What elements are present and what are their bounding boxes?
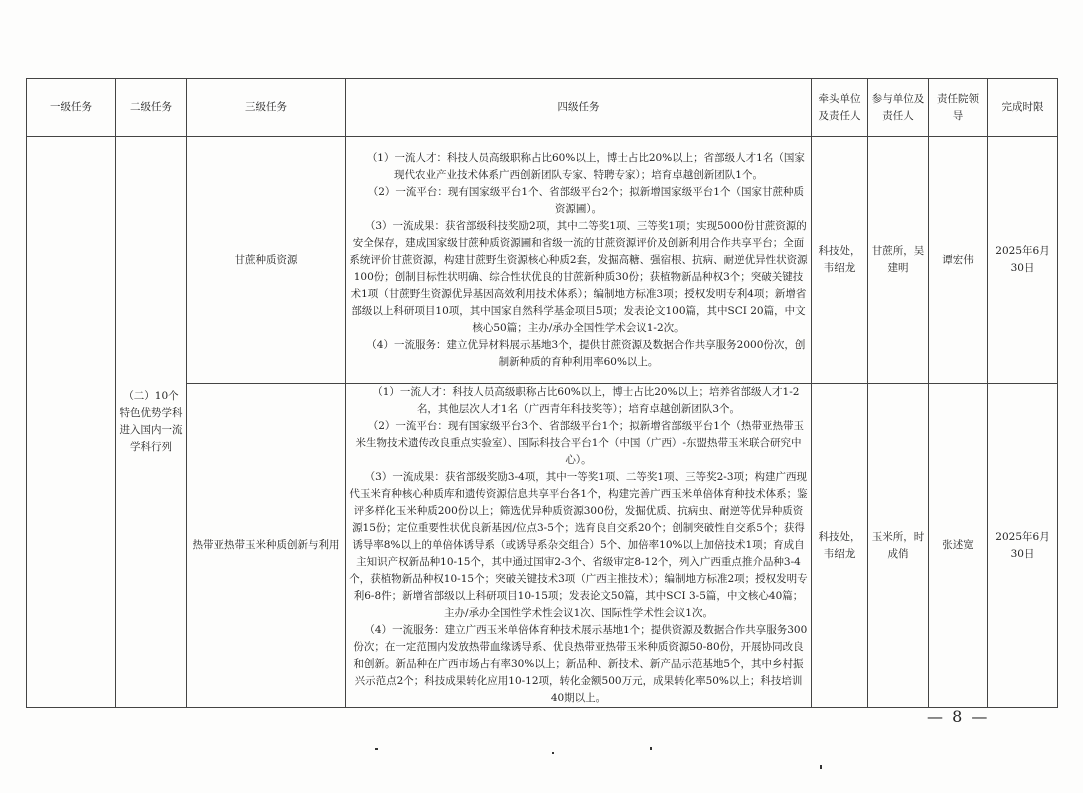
- header-level4: 四级任务: [346, 79, 812, 137]
- deadline-cell: 2025年6月30日: [988, 137, 1058, 384]
- header-level2: 二级任务: [116, 79, 187, 137]
- scan-artifact: [552, 752, 554, 754]
- level3-task-cell: 热带亚热带玉米种质创新与利用: [187, 384, 346, 708]
- level2-task-cell: （二）10个特色优势学科进入国内一流学科行列: [116, 137, 187, 708]
- partner-unit-cell: 玉米所，时成俏: [868, 384, 929, 708]
- deadline-cell: 2025年6月30日: [988, 384, 1058, 708]
- header-lead-unit: 牵头单位及责任人: [812, 79, 868, 137]
- lead-unit-cell: 科技处，韦绍龙: [812, 384, 868, 708]
- page-number: — 8 —: [927, 707, 990, 726]
- header-responsible-leader: 责任院领导: [929, 79, 988, 137]
- level1-cell: [27, 137, 116, 708]
- header-row: [27, 79, 1058, 137]
- level3-task-cell: 甘蔗种质资源: [187, 137, 346, 384]
- level4-item: （1）一流人才：科技人员高级职称占比60%以上，博士占比20%以上；省部级人才1名（国家现代农业产业技术体系广西创新团队专家、特聘专家）；培育卓越创新团队1个。: [366, 151, 805, 181]
- level4-task-cell: [346, 137, 812, 384]
- task-table: [26, 78, 1058, 708]
- responsible-leader-cell: 谭宏伟: [929, 137, 988, 384]
- level4-item: （1）一流人才：科技人员高级职称占比60%以上，博士占比20%以上；培养省部级人才1-2名，其他层次人才1名（广西青年科技奖等）；培育卓越创新团队3个。: [372, 386, 800, 415]
- level4-item: （4）一流服务：建立优异材料展示基地3个，提供甘蔗资源及数据合作共享服务2000份次，创制新种质的育种利用率60%以上。: [366, 338, 806, 368]
- level4-item: （4）一流服务：建立广西玉米单倍体育种技术展示基地1个；提供资源及数据合作共享服务300份次；在一定范围内发放热带血缘诱导系、优良热带亚热带玉米种质资源50-80份，开展协同改良和创新。新品种在广西市场占有率30%以上；新品种、新技术、新产品示范基地5个，其中乡村振兴示范点2个；科技成果转化应用10-12项，转化金额500万元，成果转化率50%以上；科技培训40期以上。: [353, 624, 808, 704]
- partner-unit-cell: 甘蔗所，吴建明: [868, 137, 929, 384]
- header-level1: 一级任务: [27, 79, 116, 137]
- lead-unit-cell: 科技处，韦绍龙: [812, 137, 868, 384]
- level4-item: （3）一流成果：获省部级奖励3-4项，其中一等奖1项、二等奖1项、三等奖2-3项；构建广西现代玉米育种核心种质库和遗传资源信息共享平台各1个，构建完善广西玉米单倍体育种技术体系；鉴评多样化玉米种质200份以上；筛选优异种质资源300份，发掘优质、抗病虫、耐逆等优异种质资源15份；定位重要性状优良新基因/位点3-5个；选育良自交系20个；创制突破性自交系5个；获得诱导率8%以上的单倍体诱导系（或诱导系杂交组合）5个、加倍率10%以上加倍技术1项；育成自主知识产权新品种10-15个，其中通过国审2-3个、省级审定8-12个，列入广西重点推介品种3-4个，获植物新品种权10-15个；突破关键技术3项（广西主推技术）；编制地方标准2项；授权发明专利6-8件；新增省部级以上科研项目10-15项；发表论文50篇，其中SCI 3-5篇，中文核心40篇；主办/承办全国性学术性会议1次、国际性学术性会议1次。: [349, 471, 808, 619]
- level4-item: （2）一流平台：现有国家级平台1个、省部级平台2个；拟新增国家级平台1个（国家甘蔗种质资源圃）。: [367, 185, 804, 215]
- header-level3: 三级任务: [187, 79, 346, 137]
- scan-artifact: [650, 747, 652, 750]
- scan-artifact: [375, 748, 378, 750]
- level4-item: （2）一流平台：现有国家级平台3个、省部级平台1个；拟新增省部级平台1个（热带亚热带玉米生物技术遗传改良重点实验室）、国际科技合平台1个（中国（广西）-东盟热带玉米联合研究中心）。: [355, 420, 804, 466]
- level4-item: （3）一流成果：获省部级科技奖励2项，其中二等奖1项、三等奖1项；实现5000份甘蔗资源的安全保存，建成国家级甘蔗种质资源圃和省级一流的甘蔗资源评价及创新利用合作共享平台；全面系统评价甘蔗资源，构建甘蔗野生资源核心种质2套，发掘高糖、强宿根、抗病、耐逆优异性状资源100份；创制目标性状明确、综合性状优良的甘蔗新种质30份；获植物新品种权3个；突破关键技术1项（甘蔗野生资源优异基因高效利用技术体系）；编制地方标准3项；授权发明专利4项；新增省部级以上科研项目10项，其中国家自然科学基金项目5项；发表论文100篇，其中SCI 20篇，中文核心50篇；主办/承办全国性学术会议1-2次。: [349, 219, 808, 334]
- scan-artifact: [820, 765, 822, 769]
- level4-task-cell: [346, 384, 812, 708]
- responsible-leader-cell: 张述宽: [929, 384, 988, 708]
- header-partner-unit: 参与单位及责任人: [868, 79, 929, 137]
- header-deadline: 完成时限: [988, 79, 1058, 137]
- table-row: [27, 137, 1058, 384]
